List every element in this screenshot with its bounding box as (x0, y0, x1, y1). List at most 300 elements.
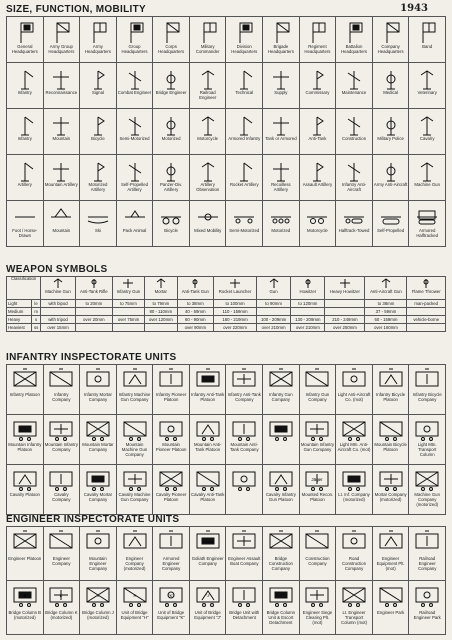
mobility-label: Machine Gun (414, 182, 440, 187)
weapon-cell: to 120mm (291, 300, 325, 308)
infantry-unit-label: Mountain Mortar Company (82, 442, 114, 452)
weapon-cell: with bipod (41, 300, 76, 308)
engineer-unit-cell (117, 527, 154, 581)
mobility-label: Corps Headquarters (158, 44, 185, 54)
mobility-symbol-icon (47, 157, 75, 183)
weapon-class: Medium (7, 308, 32, 316)
mobility-label: Bridge Engineer (155, 90, 187, 95)
mobility-cell (117, 201, 154, 247)
weapon-symbol-icon (118, 277, 138, 289)
engineer-unit-symbol-icon (46, 583, 76, 611)
infantry-unit-cell (263, 465, 300, 515)
weapon-symbol-icon (84, 277, 104, 289)
mobility-symbol-icon (303, 65, 331, 91)
mobility-cell (300, 155, 337, 201)
weapon-cell: 110 - 159mm (214, 308, 257, 316)
mobility-symbol-icon (303, 111, 331, 137)
weapon-cell (112, 308, 144, 316)
engineer-unit-cell (226, 527, 263, 581)
infantry-grid (6, 364, 446, 515)
mobility-cell (7, 201, 44, 247)
weapon-header-label: Gun (269, 289, 278, 294)
mobility-cell (44, 17, 81, 63)
infantry-unit-cell (117, 415, 154, 465)
mobility-symbol-icon (121, 111, 149, 137)
mobility-cell (226, 201, 263, 247)
infantry-unit-symbol-icon (339, 417, 369, 443)
engineer-unit-symbol-icon (83, 583, 113, 611)
weapon-cell: over 120mm (145, 316, 178, 324)
infantry-unit-symbol-icon (10, 417, 40, 443)
weapon-header (145, 277, 178, 300)
weapon-cell: over 160mm (365, 324, 407, 332)
infantry-unit-symbol-icon (266, 417, 296, 443)
mobility-label: Motorized Artillery (88, 182, 108, 192)
weapon-header (407, 277, 446, 300)
infantry-unit-symbol-icon (193, 367, 223, 393)
infantry-unit-symbol-icon (229, 467, 259, 493)
mobility-symbol-icon (340, 65, 368, 91)
weapon-class: Light (7, 300, 32, 308)
mobility-label: Army Group Headquarters (48, 44, 75, 54)
weapon-cell (75, 324, 112, 332)
engineer-unit-cell (153, 527, 190, 581)
infantry-unit-cell (263, 365, 300, 415)
engineer-unit-label: Bridge Column J (motorized) (82, 610, 114, 620)
infantry-unit-cell (336, 415, 373, 465)
mobility-symbol-icon (413, 19, 441, 45)
infantry-unit-label: Infantry Anti-Tank Platoon (191, 392, 225, 402)
infantry-unit-symbol-icon (83, 367, 113, 393)
infantry-unit-cell (336, 365, 373, 415)
engineer-unit-cell (44, 581, 81, 635)
mobility-symbol-icon (194, 111, 222, 137)
infantry-unit-cell (190, 415, 227, 465)
engineer-unit-label: Engineer Assault Boat Company (228, 556, 261, 566)
weapon-cell: over 210mm (291, 324, 325, 332)
mobility-symbol-icon (121, 203, 149, 229)
weapon-header-label: Infantry Gun (116, 289, 141, 294)
mobility-label: General Headquarters (11, 44, 38, 54)
engineer-unit-label: Armored Engineer Company (161, 556, 181, 571)
engineer-unit-label: Engineer Company (52, 556, 71, 566)
mobility-cell (409, 109, 446, 155)
mobility-label: Tank or Armored (265, 136, 297, 141)
infantry-unit-symbol-icon (339, 367, 369, 393)
mobility-symbol-icon (47, 111, 75, 137)
infantry-unit-label: Infantry Gun Company (269, 392, 293, 402)
mobility-cell (263, 63, 300, 109)
infantry-unit-cell (80, 365, 117, 415)
infantry-unit-label: Infantry Bicycle Company (412, 392, 442, 402)
mobility-cell (190, 201, 227, 247)
infantry-unit-label: Cavalry Anti-Tank Platoon (190, 492, 225, 502)
engineer-unit-cell (336, 581, 373, 635)
mobility-label: Commissary (305, 90, 330, 95)
mobility-label: Brigade Headquarters (267, 44, 294, 54)
infantry-unit-label: Mountain Bicycle Platoon (374, 442, 407, 452)
weapon-cell: vehicle-borne (407, 316, 446, 324)
inner-text: H (133, 593, 136, 598)
mobility-label: Regiment Headquarters (304, 44, 331, 54)
engineer-unit-symbol-icon (412, 529, 442, 557)
mobility-symbol-icon (194, 203, 222, 229)
infantry-unit-symbol-icon (83, 417, 113, 443)
engineer-unit-symbol-icon (10, 583, 40, 611)
mobility-label: Military Commander (195, 44, 220, 54)
inner-text: K (60, 593, 63, 598)
engineer-unit-cell (7, 581, 44, 635)
weapon-cell: over 210mm (256, 324, 290, 332)
mobility-cell (153, 63, 190, 109)
engineer-unit-cell (190, 581, 227, 635)
mobility-cell (263, 109, 300, 155)
engineer-unit-cell (373, 527, 410, 581)
mobility-cell (373, 109, 410, 155)
infantry-unit-cell (300, 365, 337, 415)
engineer-unit-cell (117, 581, 154, 635)
mobility-label: Combat Engineer (117, 90, 152, 95)
infantry-unit-symbol-icon (120, 367, 150, 393)
infantry-unit-symbol-icon (412, 417, 442, 443)
mobility-cell (80, 155, 117, 201)
mobility-cell (336, 155, 373, 201)
mobility-label: Army Anti-Aircraft (373, 182, 408, 187)
mobility-label: Rocket Artillery (229, 182, 259, 187)
mobility-cell (153, 17, 190, 63)
mobility-cell (153, 201, 190, 247)
weapon-class-mark: le (31, 300, 40, 308)
mobility-cell (336, 63, 373, 109)
infantry-unit-symbol-icon (193, 417, 223, 443)
infantry-unit-symbol-icon (376, 467, 406, 493)
infantry-unit-cell (190, 365, 227, 415)
mobility-cell (409, 201, 446, 247)
mobility-symbol-icon (11, 19, 39, 45)
mobility-symbol-icon (157, 19, 185, 45)
inner-text: Jäger (311, 477, 324, 482)
mobility-label: Railroad Engineer (199, 90, 217, 100)
mobility-symbol-icon (267, 19, 295, 45)
mobility-cell (117, 63, 154, 109)
mobility-label: Reconnaissance (45, 90, 78, 95)
weapon-cell: to 38mm (365, 300, 407, 308)
mobility-cell (190, 155, 227, 201)
engineer-unit-label: Bridge Column K (motorized) (45, 610, 78, 620)
weapon-header (325, 277, 365, 300)
infantry-unit-cell (336, 465, 373, 515)
mobility-label: Halftrack-Towed (338, 228, 370, 233)
infantry-unit-symbol-icon (46, 367, 76, 393)
weapon-cell: 60 - 159mm (365, 316, 407, 324)
mobility-symbol-icon (230, 19, 258, 45)
infantry-unit-cell (44, 465, 81, 515)
weapon-symbol-icon (376, 277, 396, 289)
inner-text: "J" (205, 593, 211, 598)
engineer-unit-symbol-icon (229, 583, 259, 611)
mobility-label: Panzer-Div. Artillery (160, 182, 183, 192)
mobility-symbol-icon (377, 65, 405, 91)
infantry-title: INFANTRY INSPECTORATE UNITS (6, 352, 177, 363)
mobility-symbol-icon (84, 65, 112, 91)
mobility-symbol-icon (303, 19, 331, 45)
weapon-header (41, 277, 76, 300)
mobility-symbol-icon (377, 157, 405, 183)
infantry-unit-cell (80, 465, 117, 515)
weapon-cell (407, 324, 446, 332)
mobility-label: Construction (341, 136, 367, 141)
infantry-unit-symbol-icon (412, 367, 442, 393)
mobility-symbol-icon (413, 111, 441, 137)
mobility-symbol-icon (230, 157, 258, 183)
mobility-label: Mountain Artillery (44, 182, 78, 187)
engineer-unit-cell (336, 527, 373, 581)
mobility-cell (373, 63, 410, 109)
weapon-symbol-icon (264, 277, 284, 289)
mobility-label: Self-Propelled (377, 228, 405, 233)
engineer-unit-cell (300, 581, 337, 635)
weapon-header (214, 277, 257, 300)
mobility-label: Army Headquarters (84, 44, 111, 54)
engineer-unit-cell (80, 527, 117, 581)
engineer-unit-cell (409, 581, 446, 635)
weapon-header-label: Rocket Launcher (218, 289, 252, 294)
mobility-cell (373, 155, 410, 201)
weapon-header (75, 277, 112, 300)
mobility-label: Mountain (52, 136, 71, 141)
mobility-cell (336, 17, 373, 63)
mobility-cell (44, 201, 81, 247)
engineer-unit-label: Unit of Bridge Equipment "J" (194, 610, 222, 620)
engineer-unit-label: Bridge Construction Company (268, 556, 293, 571)
engineer-unit-cell (263, 581, 300, 635)
weapon-cell: 210 - 249mm (325, 316, 365, 324)
mobility-cell (263, 17, 300, 63)
mobility-symbol-icon (377, 203, 405, 229)
mobility-label: Motorcycle (197, 136, 219, 141)
infantry-unit-symbol-icon (302, 467, 332, 493)
infantry-unit-label: Infantry Mortar Company (83, 392, 112, 402)
infantry-unit-symbol-icon (376, 417, 406, 443)
weapon-cell: to 75mm (112, 300, 144, 308)
infantry-unit-label: Mounted Recon. Platoon (301, 492, 334, 502)
weapon-header (7, 277, 41, 300)
weapon-symbol-icon (335, 277, 355, 289)
weapon-header (291, 277, 325, 300)
weapon-symbol-icon (225, 277, 245, 289)
weapon-header-label: Anti-Aircraft Gun (370, 289, 402, 294)
weapon-header-label: Classification (10, 276, 37, 281)
mobility-cell (373, 201, 410, 247)
mobility-label: Maintenance (341, 90, 367, 95)
engineer-unit-symbol-icon (339, 529, 369, 557)
infantry-unit-cell (300, 465, 337, 515)
mobility-label: Medical (383, 90, 399, 95)
infantry-unit-cell (409, 365, 446, 415)
mobility-label: Group Headquarters (121, 44, 148, 54)
engineer-unit-symbol-icon (46, 529, 76, 557)
infantry-unit-cell (409, 465, 446, 515)
infantry-unit-symbol-icon (156, 417, 186, 443)
infantry-unit-symbol-icon (10, 367, 40, 393)
engineer-grid (6, 526, 446, 635)
engineer-unit-symbol-icon (302, 529, 332, 557)
weapons-title: WEAPON SYMBOLS (6, 264, 108, 275)
infantry-unit-label: Mortar Company (motorized) (374, 492, 407, 502)
infantry-unit-cell (7, 465, 44, 515)
mobility-section (6, 4, 446, 247)
mobility-cell (409, 63, 446, 109)
infantry-unit-cell (153, 365, 190, 415)
engineer-unit-label: Railroad Engineer Park (413, 610, 441, 620)
weapon-symbol-icon (185, 277, 205, 289)
mobility-symbol-icon (84, 111, 112, 137)
weapon-cell: with tripod (41, 316, 76, 324)
inner-text: Goliath (201, 539, 215, 544)
engineer-unit-label: Engineer Company (motorized) (123, 556, 146, 571)
mobility-grid (6, 16, 446, 247)
mobility-symbol-icon (157, 111, 185, 137)
mobility-symbol-icon (303, 203, 331, 229)
infantry-unit-label: Mountain Infantry Company (44, 442, 78, 452)
inner-text: "K" (168, 593, 174, 598)
mobility-label: Battalion Headquarters (341, 44, 368, 54)
mobility-symbol-icon (413, 157, 441, 183)
infantry-unit-symbol-icon (46, 467, 76, 493)
weapon-cell: to 90mm (256, 300, 290, 308)
engineer-unit-label: Engineer Platoon (8, 556, 42, 561)
mobility-symbol-icon (230, 203, 258, 229)
engineer-unit-symbol-icon (266, 583, 296, 611)
weapon-class-mark: m (31, 308, 40, 316)
mobility-symbol-icon (230, 111, 258, 137)
engineer-unit-cell (409, 527, 446, 581)
weapon-cell (41, 308, 76, 316)
mobility-label: Foot / Horse-Drawn (12, 228, 38, 238)
mobility-cell (226, 63, 263, 109)
weapon-cell: to 100mm (214, 300, 257, 308)
mobility-label: Motorized (271, 228, 291, 233)
inner-text: J (96, 593, 99, 598)
mobility-cell (409, 155, 446, 201)
mobility-cell (300, 201, 337, 247)
infantry-unit-symbol-icon (83, 467, 113, 493)
weapon-cell: 100 - 209mm (256, 316, 290, 324)
weapon-class-mark: ss (31, 324, 40, 332)
inner-text: B (23, 593, 27, 598)
infantry-unit-symbol-icon (302, 417, 332, 443)
mobility-cell (190, 17, 227, 63)
weapon-header (365, 277, 407, 300)
mobility-symbol-icon (11, 65, 39, 91)
engineer-unit-cell (226, 581, 263, 635)
infantry-unit-cell (117, 365, 154, 415)
mobility-label: Armored Halftracked (416, 228, 439, 238)
infantry-unit-cell (226, 365, 263, 415)
infantry-unit-label: Cavalry Company (52, 492, 71, 502)
engineer-unit-label: Bridge Column Unit & Escort Detachment (266, 610, 296, 625)
infantry-unit-label: Cavalry Platoon (9, 492, 40, 497)
infantry-unit-symbol-icon (193, 467, 223, 493)
infantry-unit-label: Cavalry Mortar Company (83, 492, 113, 502)
engineer-unit-label: Railroad Engineer Company (418, 556, 437, 571)
infantry-unit-symbol-icon (46, 417, 76, 443)
mobility-cell (80, 17, 117, 63)
weapon-cell: over 75mm (112, 316, 144, 324)
mobility-symbol-icon (340, 19, 368, 45)
weapon-header-label: Heavy Howitzer (329, 289, 360, 294)
engineer-unit-label: Road Construction Company (341, 556, 367, 571)
infantry-unit-symbol-icon (120, 417, 150, 443)
weapon-cell: over 15mm (41, 324, 76, 332)
infantry-unit-cell (7, 415, 44, 465)
weapon-cell: over 90mm (177, 324, 214, 332)
infantry-unit-symbol-icon (266, 367, 296, 393)
mobility-label: Artillery (17, 182, 32, 187)
weapon-header-label: Anti-Tank Gun (181, 289, 209, 294)
mobility-symbol-icon (121, 157, 149, 183)
engineer-unit-cell (190, 527, 227, 581)
mobility-cell (80, 109, 117, 155)
mobility-symbol-icon (121, 65, 149, 91)
weapon-cell (325, 300, 365, 308)
mobility-label: Semi-Motorized (229, 228, 260, 233)
mobility-label: Veterinary (417, 90, 437, 95)
mobility-cell (409, 17, 446, 63)
engineer-title: ENGINEER INSPECTORATE UNITS (6, 514, 180, 525)
weapon-cell (407, 308, 446, 316)
mobility-symbol-icon (47, 65, 75, 91)
infantry-unit-label: Cavalry Machine Gun Company (118, 492, 151, 502)
weapon-symbol-icon (151, 277, 171, 289)
mobility-cell (117, 17, 154, 63)
mobility-label: Supply (274, 90, 288, 95)
mobility-symbol-icon (11, 111, 39, 137)
mobility-symbol-icon (340, 111, 368, 137)
infantry-unit-cell (44, 365, 81, 415)
mobility-title: SIZE, FUNCTION, MOBILITY (6, 4, 146, 15)
engineer-unit-label: Mountain Engineer Company (88, 556, 108, 571)
engineer-unit-symbol-icon (376, 529, 406, 557)
infantry-unit-cell (409, 415, 446, 465)
mobility-label: Artillery Observation (196, 182, 220, 192)
mobility-symbol-icon (377, 111, 405, 137)
weapon-header-label: Machine Gun (45, 289, 71, 294)
weapon-cell: over 220mm (214, 324, 257, 332)
weapon-cell (291, 308, 325, 316)
engineer-unit-label: Engineer Park (377, 610, 405, 615)
mobility-label: Infantry (17, 90, 32, 95)
infantry-unit-cell (373, 415, 410, 465)
infantry-unit-cell (117, 465, 154, 515)
mobility-cell (7, 155, 44, 201)
weapon-cell (145, 324, 178, 332)
mobility-symbol-icon (157, 203, 185, 229)
engineer-section (6, 514, 446, 635)
mobility-cell (153, 109, 190, 155)
engineer-unit-label: Goliath Engineer Company (191, 556, 224, 566)
engineer-unit-label: Bridge Unit with Detachment (229, 610, 260, 620)
engineer-unit-symbol-icon (193, 529, 223, 557)
mobility-cell (80, 201, 117, 247)
mobility-symbol-icon (267, 203, 295, 229)
infantry-unit-cell (263, 415, 300, 465)
mobility-cell (7, 109, 44, 155)
mobility-cell (263, 201, 300, 247)
engineer-unit-cell (373, 581, 410, 635)
mobility-cell (336, 201, 373, 247)
weapon-header-label: Anti-Tank Rifle (79, 289, 108, 294)
